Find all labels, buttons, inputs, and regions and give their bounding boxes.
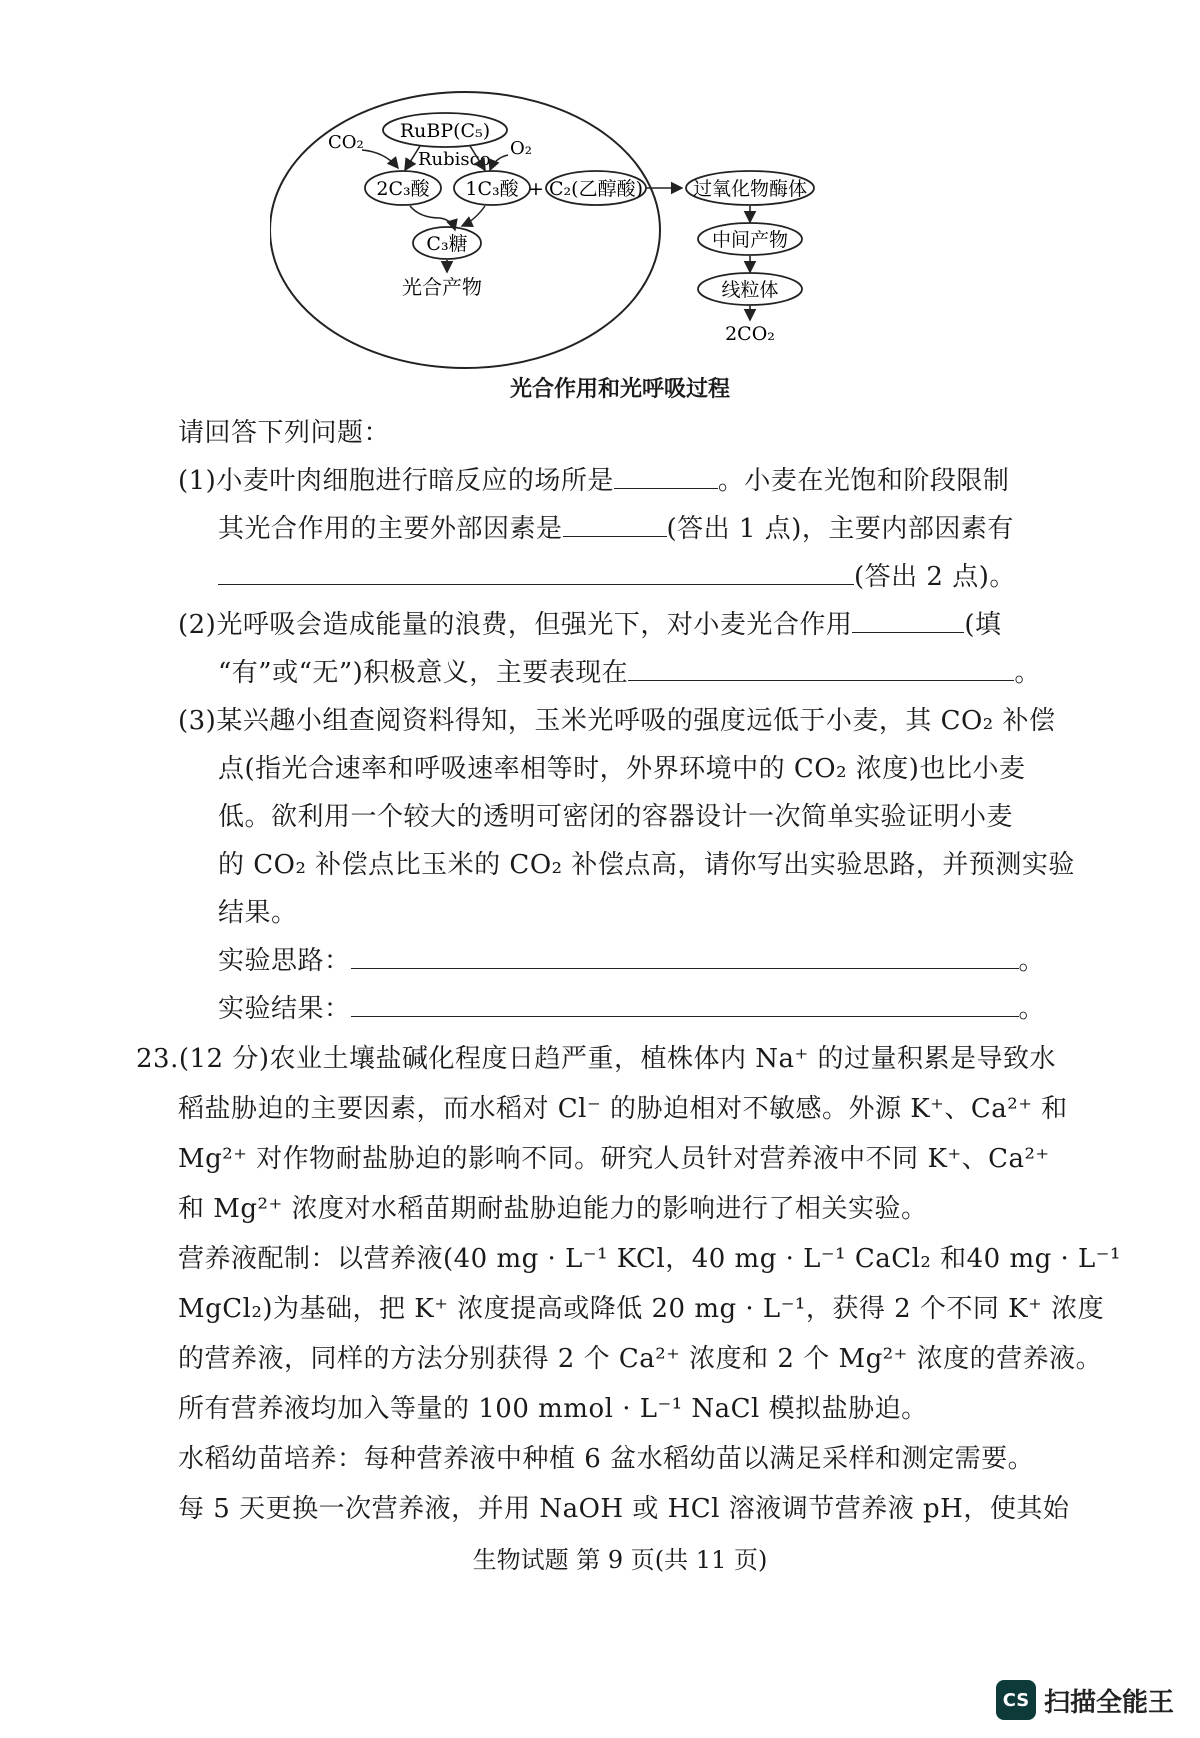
- co2-input-label: CO₂: [328, 132, 364, 153]
- experiment-idea-line: [218, 940, 1045, 977]
- experiment-idea-end: 。: [1018, 946, 1046, 976]
- o2-input-label: O₂: [510, 138, 532, 159]
- experiment-idea-label: 实验思路：: [218, 946, 351, 976]
- seedling-line-1: 水稻幼苗培养：每种营养液中种植 6 盆水稻幼苗以满足采样和测定需要。: [178, 1444, 1035, 1474]
- camscanner-logo: CS: [996, 1680, 1036, 1720]
- plus-sign: +: [528, 178, 544, 200]
- q2b-answer-blank[interactable]: [628, 654, 1014, 681]
- nutrient-line-2: MgCl₂)为基础，把 K⁺ 浓度提高或降低 20 mg · L⁻¹，获得 2 个不同 K⁺ 浓度: [178, 1294, 1105, 1324]
- q23-line-4: 和 Mg²⁺ 浓度对水稻苗期耐盐胁迫能力的影响进行了相关实验。: [178, 1194, 928, 1224]
- c3-acid-label: 2C₃酸: [376, 178, 430, 200]
- experiment-result-label: 实验结果：: [218, 994, 351, 1024]
- q3-line-2: 点(指光合速率和呼吸速率相等时，外界环境中的 CO₂ 浓度)也比小麦: [218, 754, 1026, 784]
- q1a-answer-blank[interactable]: [614, 462, 718, 489]
- rubp-label: RuBP(C₅): [399, 120, 491, 142]
- intermediate-label: 中间产物: [711, 229, 789, 251]
- watermark-label: 扫描全能王: [1043, 1687, 1174, 1718]
- seedling-line-2: 每 5 天更换一次营养液，并用 NaOH 或 HCl 溶液调节营养液 pH，使其始: [178, 1494, 1070, 1524]
- page-footer: 生物试题 第 9 页(共 11 页): [472, 1546, 768, 1574]
- q23-line-2: 稻盐胁迫的主要因素，而水稻对 Cl⁻ 的胁迫相对不敏感。外源 K⁺、Ca²⁺ 和: [178, 1094, 1068, 1124]
- photorespiration-diagram: [270, 90, 930, 420]
- experiment-result-blank[interactable]: [351, 990, 1019, 1017]
- experiment-result-end: 。: [1018, 994, 1046, 1024]
- q3-line-3: 低。欲利用一个较大的透明可密闭的容器设计一次简单实验证明小麦: [218, 802, 1014, 832]
- experiment-idea-blank[interactable]: [351, 942, 1019, 969]
- prompt-text: 请回答下列问题：: [178, 418, 391, 448]
- q1c-text-end: (答出 2 点)。: [854, 562, 1016, 592]
- rubisco-label: Rubisco: [418, 149, 491, 170]
- scanner-watermark: [996, 1680, 1174, 1720]
- mitochondria-label: 线粒体: [721, 279, 779, 301]
- q1-line-2: [218, 508, 1014, 545]
- q3-line-4: 的 CO₂ 补偿点比玉米的 CO₂ 补偿点高，请你写出实验思路，并预测实验: [218, 850, 1075, 880]
- q2a-text: (2)光呼吸会造成能量的浪费，但强光下，对小麦光合作用: [178, 610, 853, 640]
- q1b-answer-blank[interactable]: [563, 510, 667, 537]
- q1a-text: (1)小麦叶肉细胞进行暗反应的场所是: [178, 466, 614, 496]
- q2a-answer-blank[interactable]: [852, 606, 964, 633]
- q1c-answer-blank[interactable]: [218, 558, 854, 585]
- c2-label: C₂(乙醇酸): [549, 178, 643, 200]
- q1-line-3: [218, 556, 1016, 593]
- co2-output-label: 2CO₂: [725, 323, 775, 345]
- q2b-text: “有”或“无”)积极意义，主要表现在: [218, 658, 629, 688]
- nutrient-line-3: 的营养液，同样的方法分别获得 2 个 Ca²⁺ 浓度和 2 个 Mg²⁺ 浓度的营养液。: [178, 1344, 1103, 1374]
- q2-line-1: [178, 604, 1002, 641]
- q1-line-1: [178, 460, 1009, 497]
- q23-line-3: Mg²⁺ 对作物耐盐胁迫的影响不同。研究人员针对营养液中不同 K⁺、Ca²⁺: [178, 1144, 1050, 1174]
- q2a-text-end: (填: [964, 610, 1002, 640]
- q23-line-1: 23.(12 分)农业土壤盐碱化程度日趋严重，植株体内 Na⁺ 的过量积累是导致水: [136, 1044, 1056, 1074]
- q1a-text-end: 。小麦在光饱和阶段限制: [717, 466, 1010, 496]
- q3-line-1: (3)某兴趣小组查阅资料得知，玉米光呼吸的强度远低于小麦，其 CO₂ 补偿: [178, 706, 1056, 736]
- c1-acid-label: 1C₃酸: [465, 178, 519, 200]
- diagram-caption: 光合作用和光呼吸过程: [509, 376, 730, 402]
- experiment-result-line: [218, 988, 1045, 1025]
- nutrient-line-4: 所有营养液均加入等量的 100 mmol · L⁻¹ NaCl 模拟盐胁迫。: [178, 1394, 928, 1424]
- q2-line-2: [218, 652, 1041, 689]
- c3-sugar-label: C₃糖: [426, 233, 468, 255]
- q1b-text-end: (答出 1 点)，主要内部因素有: [666, 514, 1014, 544]
- q1b-text: 其光合作用的主要外部因素是: [218, 514, 563, 544]
- photosynthesis-product-label: 光合产物: [402, 275, 482, 299]
- peroxisome-label: 过氧化物酶体: [692, 178, 808, 200]
- q2b-text-end: 。: [1014, 658, 1041, 688]
- nutrient-line-1: 营养液配制：以营养液(40 mg · L⁻¹ KCl，40 mg · L⁻¹ CaCl₂ 和40 mg · L⁻¹: [178, 1244, 1121, 1274]
- q3-line-5: 结果。: [218, 898, 298, 928]
